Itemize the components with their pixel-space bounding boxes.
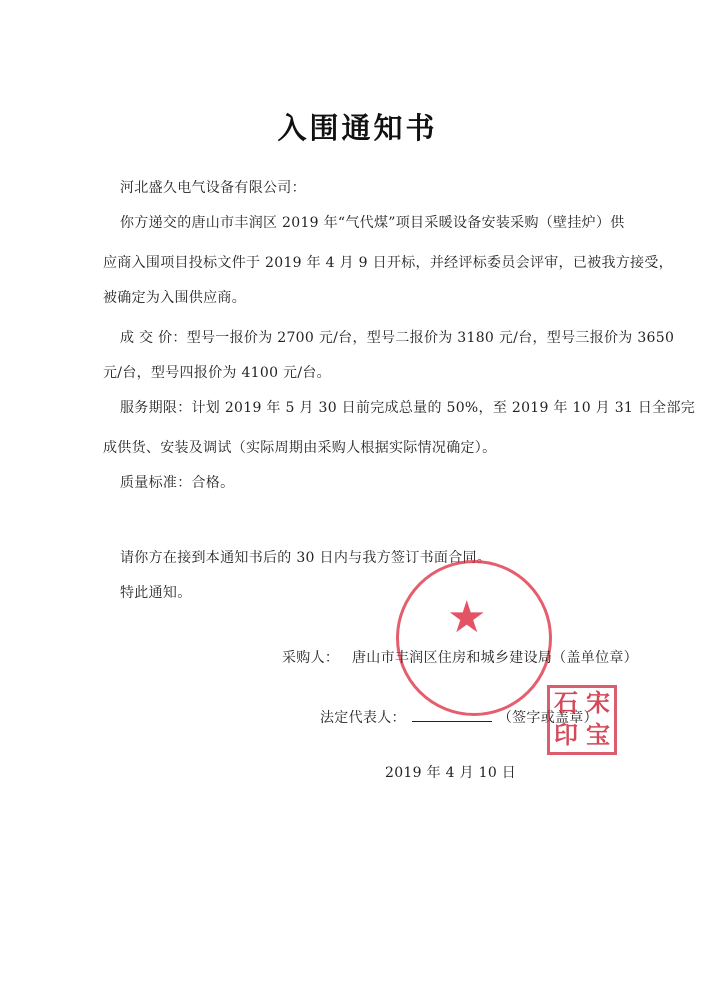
representative-label: 法定代表人： [320, 710, 406, 726]
paragraph1-line3: 被确定为入围供应商。 [103, 290, 246, 306]
price-line1: 成 交 价：型号一报价为 2700 元/台，型号二报价为 3180 元/台，型号三报价为 3650 [120, 330, 675, 346]
buyer-line [282, 649, 638, 667]
buyer-value: 唐山市丰润区住房和城乡建设局（盖单位章） [351, 650, 638, 666]
representative-note: （签字或盖章） [497, 710, 598, 726]
seal-star-icon: ★ [447, 592, 487, 643]
personal-seal-char: 宝 [586, 720, 610, 749]
personal-seal [547, 685, 617, 755]
document-date: 2019 年 4 月 10 日 [385, 765, 517, 781]
price-line2: 元/台，型号四报价为 4100 元/台。 [103, 365, 331, 381]
salutation: 河北盛久电气设备有限公司： [120, 180, 306, 196]
paragraph1-line1: 你方递交的唐山市丰润区 2019 年“气代煤”项目采暖设备安装采购（壁挂炉）供 [120, 215, 625, 231]
service-line1: 服务期限：计划 2019 年 5 月 30 日前完成总量的 50%，至 2019 年 10 月 31 日全部完 [120, 400, 696, 416]
notice-closing: 特此通知。 [120, 585, 192, 601]
personal-seal-char: 石 [554, 688, 578, 717]
contract-request: 请你方在接到本通知书后的 30 日内与我方签订书面合同。 [120, 550, 492, 566]
buyer-label: 采购人： [282, 650, 340, 666]
signature-blank [412, 709, 492, 722]
personal-seal-char: 印 [554, 720, 578, 749]
quality-standard: 质量标准：合格。 [120, 475, 235, 491]
paragraph1-line2: 应商入围项目投标文件于 2019 年 4 月 9 日开标，并经评标委员会评审，已被我方接受， [103, 255, 673, 271]
personal-seal-char: 宋 [586, 688, 610, 717]
document-title: 入围通知书 [277, 111, 438, 145]
service-line2: 成供货、安装及调试（实际周期由采购人根据实际情况确定）。 [103, 440, 497, 456]
